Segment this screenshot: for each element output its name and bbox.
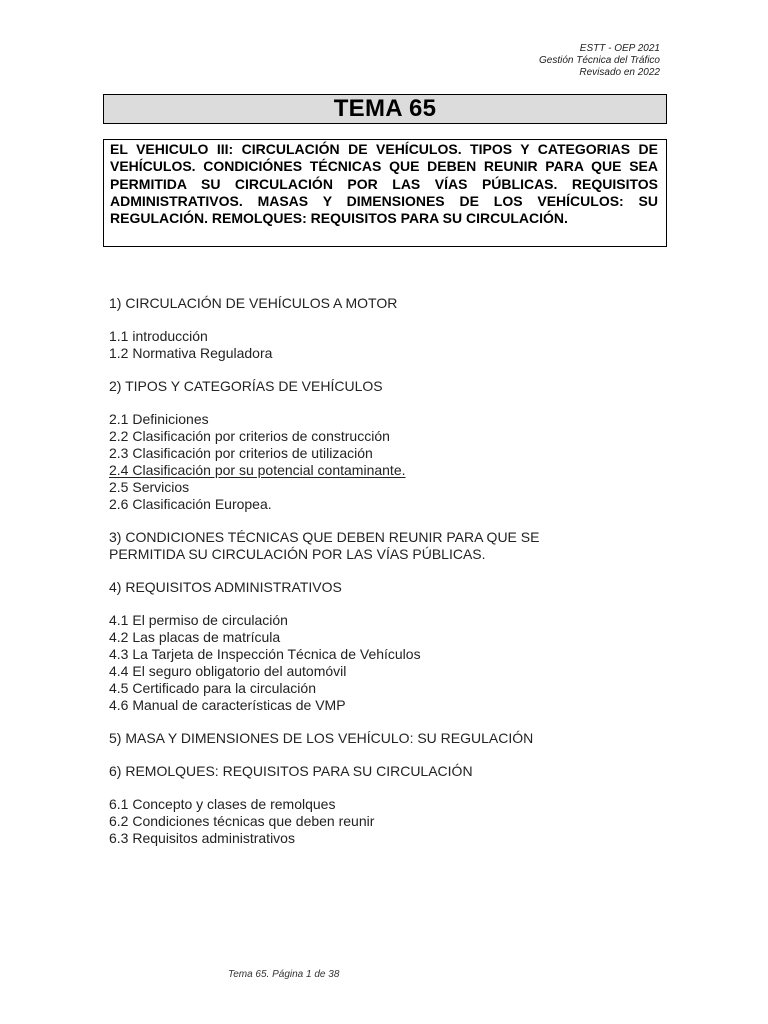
- tema-description-box: [103, 139, 667, 247]
- toc-item: 4.5 Certificado para la circulación: [109, 680, 316, 696]
- toc-item: 4.2 Las placas de matrícula: [109, 629, 281, 645]
- section-1-title: 1) CIRCULACIÓN DE VEHÍCULOS A MOTOR: [109, 295, 398, 311]
- toc-item-underlined: 2.4 Clasificación por su potencial contaminante.: [109, 462, 406, 478]
- toc-item: 2.5 Servicios: [109, 479, 190, 495]
- toc-item: 2.1 Definiciones: [109, 411, 209, 427]
- toc-item: 6.3 Requisitos administrativos: [109, 830, 295, 846]
- tema-description: EL VEHICULO III: CIRCULACIÓN DE VEHÍCULOS. TIPOS Y CATEGORIAS DE VEHÍCULOS. CONDICIÓNES TÉCNICAS QUE DEBEN REUNIR PARA QUE SEA PERMITIDA SU CIRCULACIÓN POR LAS VÍAS PÚBLICAS. REQUISITOS ADMINISTRATIVOS. MASAS Y DIMENSIONES DE LOS VEHÍCULOS: SU REGULACIÓN. REMOLQUES: REQUISITOS PARA SU CIRCULACIÓN.: [110, 141, 658, 227]
- section-3-title-line-2: PERMITIDA SU CIRCULACIÓN POR LAS VÍAS PÚBLICAS.: [109, 546, 486, 562]
- table-of-contents: [109, 295, 629, 847]
- toc-item: 2.6 Clasificación Europea.: [109, 496, 272, 512]
- section-3-title-line-1: 3) CONDICIONES TÉCNICAS QUE DEBEN REUNIR PARA QUE SE: [109, 529, 540, 545]
- header-line-subject: Gestión Técnica del Tráfico: [539, 55, 660, 66]
- document-header: [539, 43, 660, 79]
- tema-title: TEMA 65: [333, 95, 437, 122]
- toc-item: 1.1 introducción: [109, 328, 208, 344]
- section-4-title: 4) REQUISITOS ADMINISTRATIVOS: [109, 579, 342, 595]
- section-5-title: 5) MASA Y DIMENSIONES DE LOS VEHÍCULO: SU REGULACIÓN: [109, 730, 534, 746]
- section-6-title: 6) REMOLQUES: REQUISITOS PARA SU CIRCULACIÓN: [109, 763, 473, 779]
- header-line-organization: ESTT - OEP 2021: [579, 43, 660, 54]
- section-2-title: 2) TIPOS Y CATEGORÍAS DE VEHÍCULOS: [109, 378, 383, 394]
- toc-item: 4.1 El permiso de circulación: [109, 612, 288, 628]
- toc-item: 1.2 Normativa Reguladora: [109, 345, 273, 361]
- page-footer: Tema 65. Página 1 de 38: [228, 969, 340, 980]
- toc-item: 2.2 Clasificación por criterios de construcción: [109, 428, 390, 444]
- header-line-revision: Revisado en 2022: [579, 67, 660, 78]
- tema-title-box: [103, 94, 667, 124]
- toc-item: 6.2 Condiciones técnicas que deben reunir: [109, 813, 375, 829]
- toc-item: 4.4 El seguro obligatorio del automóvil: [109, 663, 347, 679]
- toc-item: 4.6 Manual de características de VMP: [109, 697, 346, 713]
- toc-item: 2.3 Clasificación por criterios de utilización: [109, 445, 373, 461]
- toc-item: 4.3 La Tarjeta de Inspección Técnica de Vehículos: [109, 646, 421, 662]
- toc-item: 6.1 Concepto y clases de remolques: [109, 796, 336, 812]
